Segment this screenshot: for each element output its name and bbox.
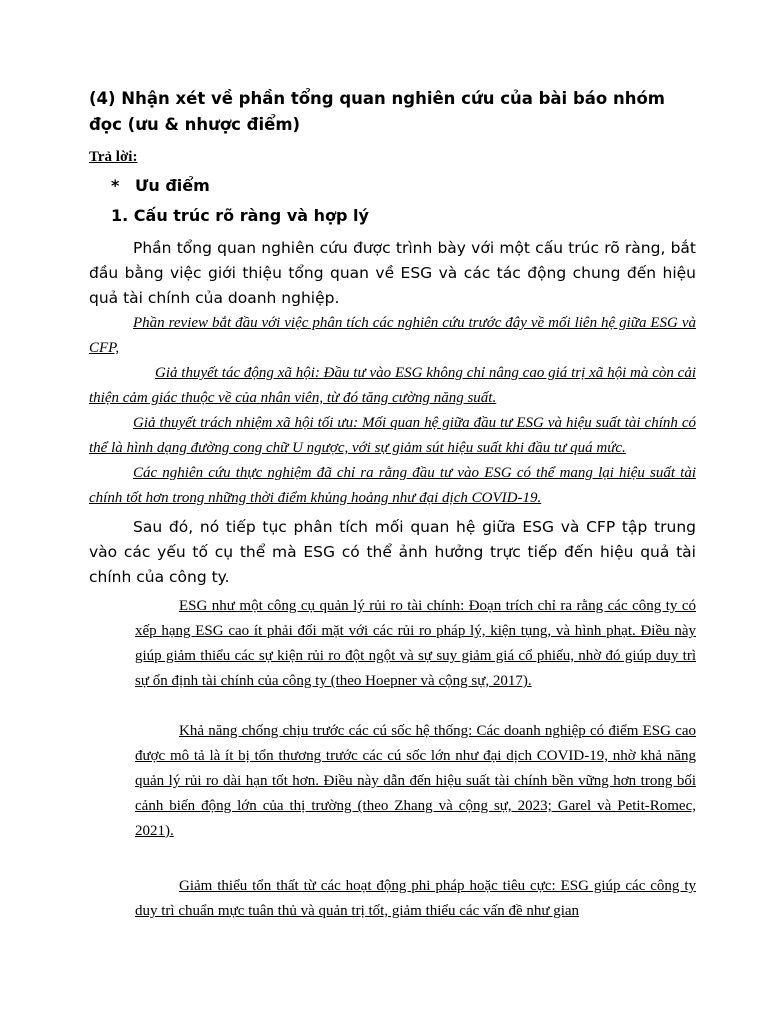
italic-empirical-studies: Các nghiên cứu thực nghiệm đã chỉ ra rằng đầu tư vào ESG có thể mang lại hiệu suất tài chính tốt hơn trong những thời điểm khủng hoảng như đại dịch COVID-19. (89, 465, 696, 506)
bullet-advantages (89, 174, 696, 198)
bullet-star-icon: * (111, 176, 120, 195)
sub-loss-reduction: Giảm thiểu tổn thất từ các hoạt động phi pháp hoặc tiêu cực: ESG giúp các công ty duy trì chuẩn mực tuân thủ và quản trị tốt, giảm thiểu các vấn đề như gian (135, 878, 696, 919)
section-title-structure: 1. Cấu trúc rõ ràng và hợp lý (111, 206, 369, 225)
document-page (89, 86, 696, 924)
sub-points (89, 594, 696, 924)
bullet-advantages-label: Ưu điểm (135, 176, 210, 195)
sub-systemic-shocks: Khả năng chống chịu trước các cú sốc hệ thống: Các doanh nghiệp có điểm ESG cao được mô tả là ít bị tổn thương trước các cú sốc lớn như đại dịch COVID-19, nhờ khả năng quản lý rủi ro dài hạn tốt hơn. Điều này dẫn đến hiệu suất tài chính bền vững hơn trong bối cảnh biến động lớn của thị trường (theo Zhang và cộng sự, 2023; Garel và Petit-Romec, 2021). (135, 723, 696, 839)
italic-social-impact: Giả thuyết tác động xã hội: Đầu tư vào ESG không chỉ nâng cao giá trị xã hội mà còn cải thiện cảm giác thuộc về của nhân viên, từ đó tăng cường năng suất. (89, 365, 696, 406)
paragraph-relationship: Sau đó, nó tiếp tục phân tích mối quan hệ giữa ESG và CFP tập trung vào các yếu tố cụ thể mà ESG có thể ảnh hưởng trực tiếp đến hiệu quả tài chính của công ty. (89, 518, 696, 586)
italic-review-intro: Phần review bắt đầu với việc phân tích các nghiên cứu trước đây về mối liên hệ giữa ESG và CFP, (89, 315, 696, 356)
answer-label: Trả lời: (89, 149, 138, 165)
sub-risk-management: ESG như một công cụ quản lý rủi ro tài chính: Đoạn trích chỉ ra rằng các công ty có xếp hạng ESG cao ít phải đối mặt với các rủi ro pháp lý, kiện tụng, và hình phạt. Điều này giúp giảm thiểu các sự kiện rủi ro đột ngột và sự suy giảm giá cổ phiếu, nhờ đó giúp duy trì sự ổn định tài chính của công ty (theo Hoepner và cộng sự, 2017). (135, 598, 696, 689)
paragraph-overview: Phần tổng quan nghiên cứu được trình bày với một cấu trúc rõ ràng, bắt đầu bằng việc giới thiệu tổng quan về ESG và các tác động chung đến hiệu quả tài chính của doanh nghiệp. (89, 239, 696, 307)
italic-optimal-csr: Giả thuyết trách nhiệm xã hội tối ưu: Mối quan hệ giữa đầu tư ESG và hiệu suất tài chính có thể là hình dạng đường cong chữ U ngược, với sự giảm sút hiệu suất khi đầu tư quá mức. (89, 415, 696, 456)
question-heading: (4) Nhận xét về phần tổng quan nghiên cứu của bài báo nhóm đọc (ưu & nhược điểm) (89, 89, 665, 134)
